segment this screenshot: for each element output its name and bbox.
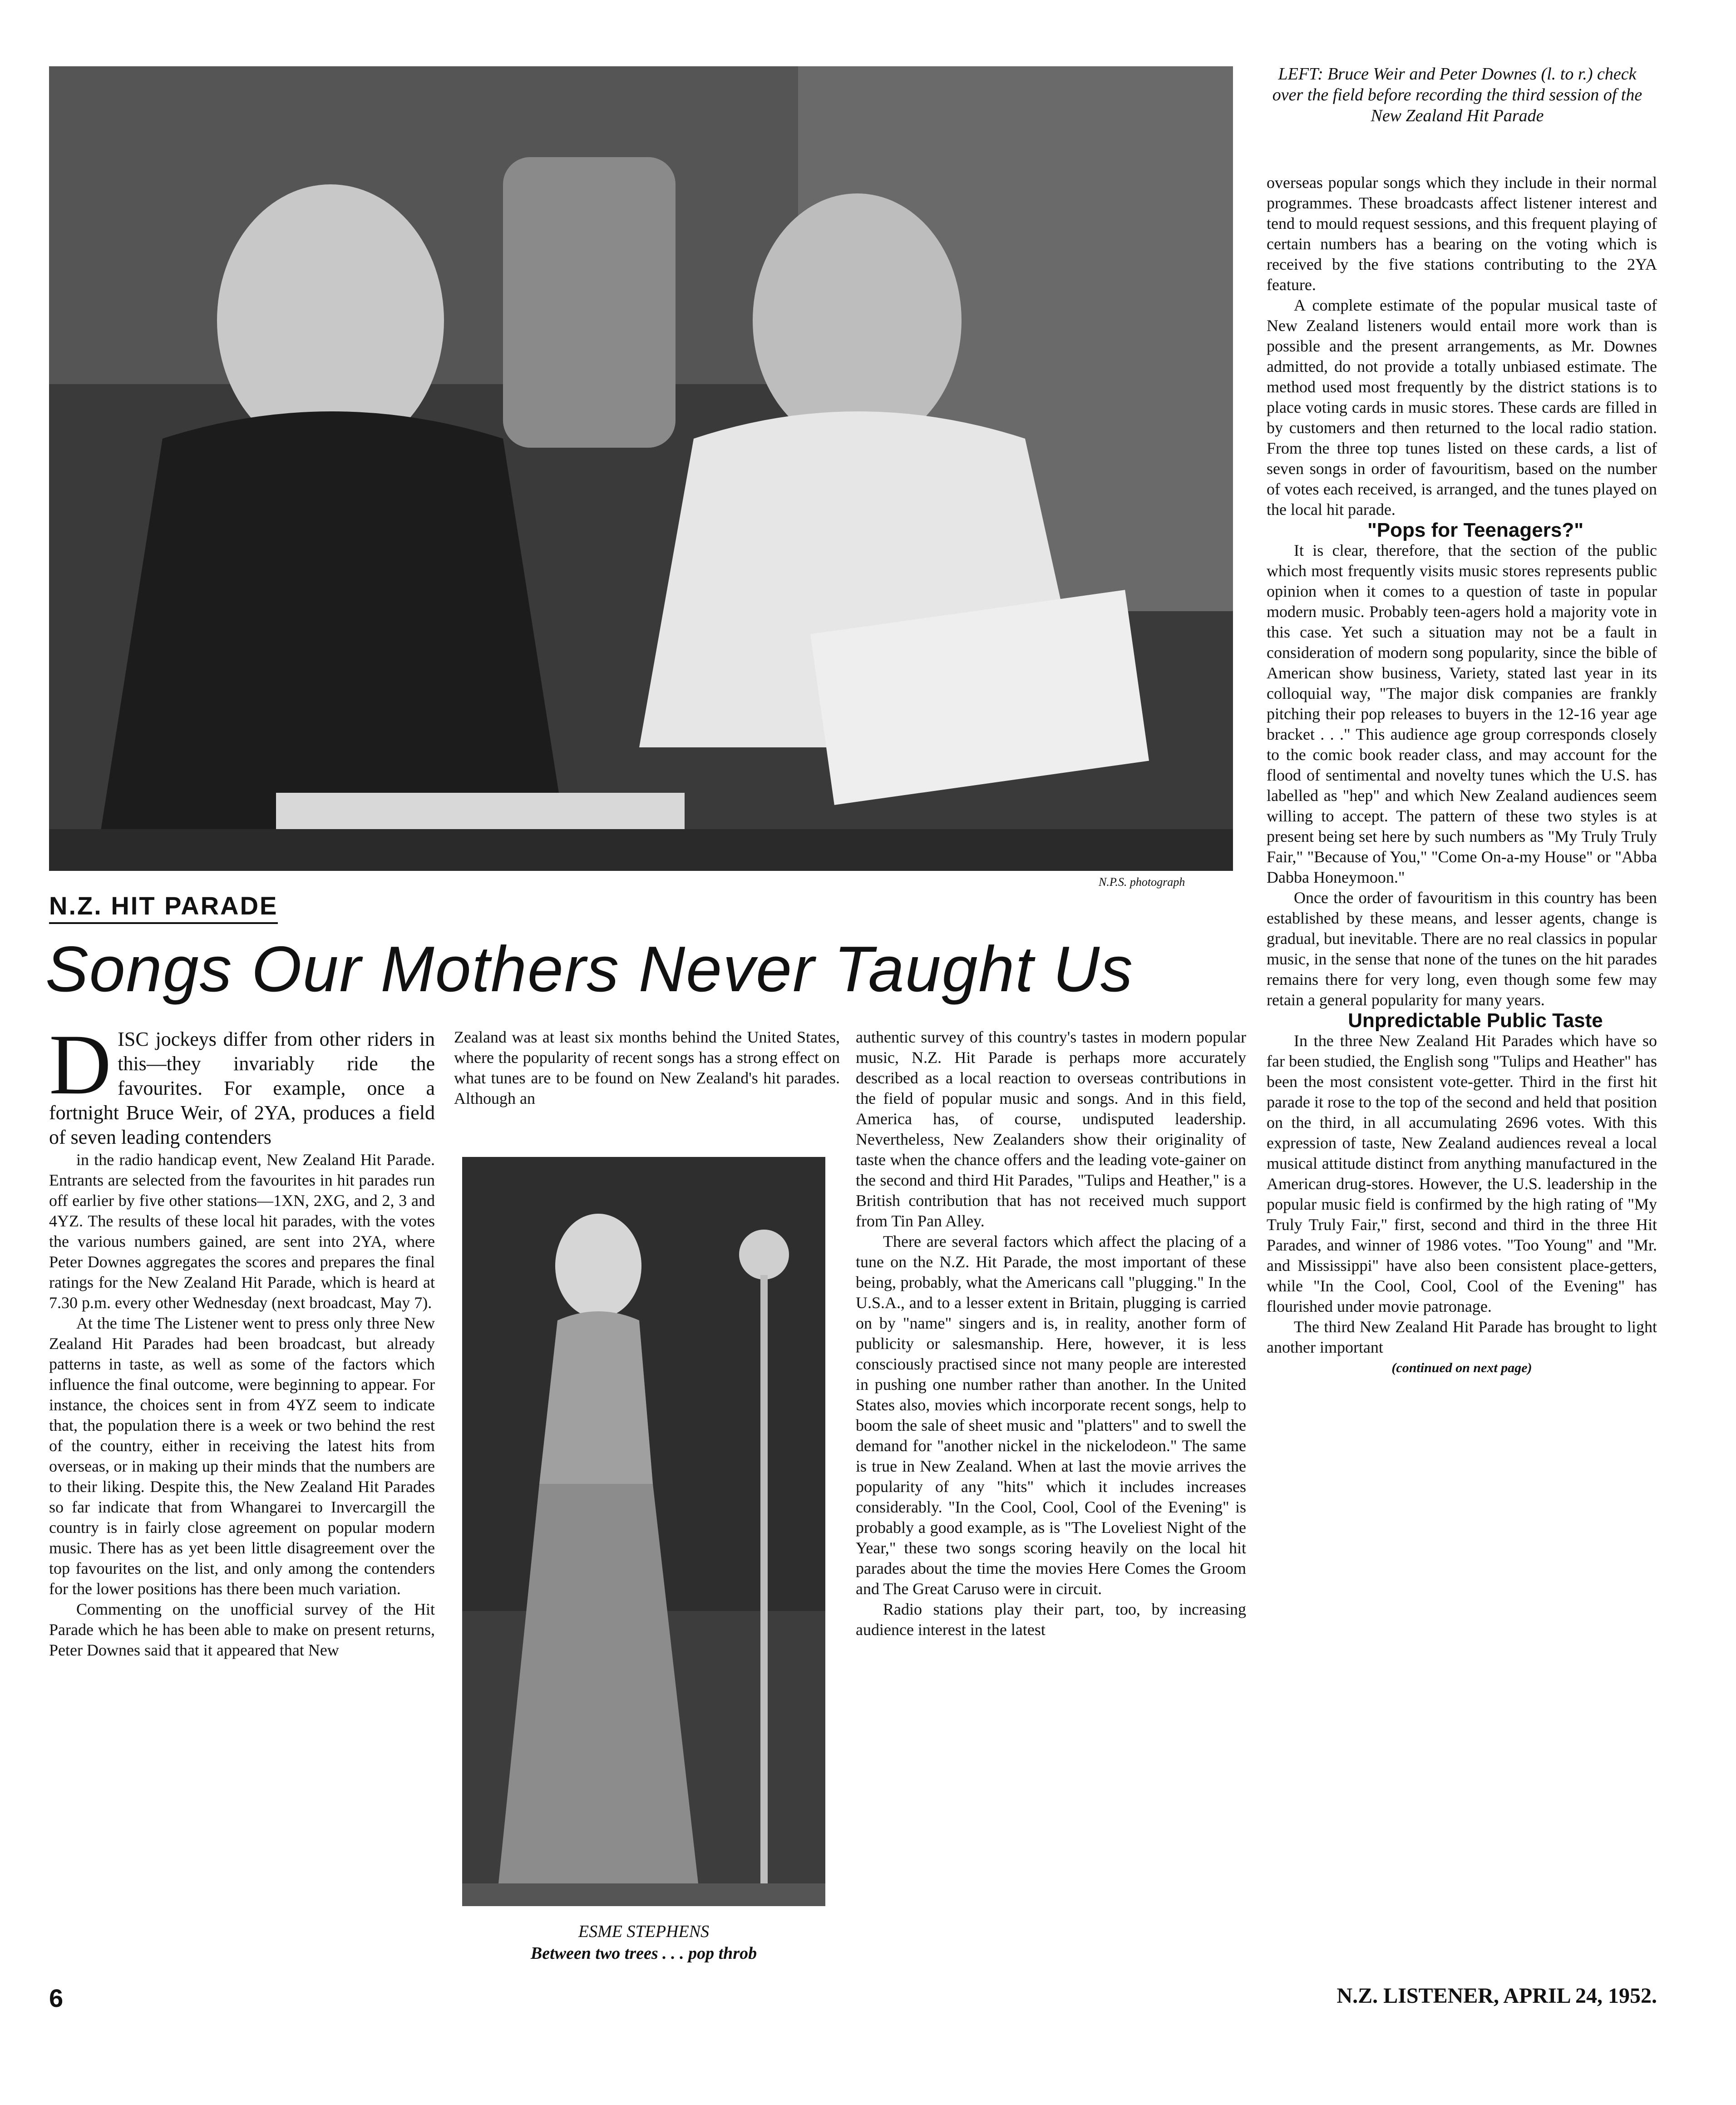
column-4 (1267, 173, 1657, 1971)
col4-paragraph-6: The third New Zealand Hit Parade has brought to light another important (1267, 1318, 1657, 1356)
col4-paragraph-4: Once the order of favouritism in this country has been established by these means, and lesser agents, change is gradual, but inevitable. There are no real classics in popular music, in the sense that none of the tunes on the hit parades remains there for very long, even though some few may retain a general popularity for many years. (1267, 889, 1657, 1009)
photo-credit: N.P.S. photograph (1099, 875, 1185, 889)
esme-stephens-photo (462, 1157, 825, 1906)
col1-paragraph-3: Commenting on the unofficial survey of the Hit Parade which he has been able to make on present returns, Peter Downes said that it appeared that New (49, 1600, 435, 1659)
subhead-unpredictable-public-taste: Unpredictable Public Taste (1348, 1009, 1603, 1032)
col1-paragraph-2: At the time The Listener went to press only three New Zealand Hit Parades had been broadcast, but already patterns in taste, as well as some of the factors which influence the final outcome, were beginning to appear. For instance, the choices sent in from 4YZ seem to indicate that, the population there is a week or two behind the rest of the country, either in receiving the latest hits from overseas, or in making up their minds that the numbers are to their liking. Despite this, the New Zealand Hit Parades so far indicate that from Whangarei to Invercargill the country is in fairly close agreement on popular modern music. There has as yet been little disagreement over the top favourites on the list, and only among the contenders for the lower positions has there been much variation. (49, 1314, 435, 1598)
col4-paragraph-5: In the three New Zealand Hit Parades which have so far been studied, the English song "Tulips and Heather" has been the most consistent vote-getter. Third in the first hit parade it rose to the top of the second and held that position on the third, in all accumulating 2696 votes. With this expression of taste, New Zealand audiences reveal a local musical attitude distinct from anything manufactured in the American drug-stores. However, the U.S. leadership in the popular music field is confirmed by the high rating of "My Truly Truly Fair," first, second and third in the three Hit Parades, and winner of 1986 votes. "Too Young" and "Mr. and Mississippi" have also been consistent place-getters, while "In the Cool, Cool, Cool of the Evening" has flourished under movie patronage. (1267, 1032, 1657, 1315)
col4-paragraph-1: overseas popular songs which they include in their normal programmes. These broadcasts affect listener interest and tend to mould request sessions, and this frequent playing of certain numbers has a bearing on the voting which is received by the five stations contributing to the 2YA feature. (1267, 173, 1657, 294)
column-3 (856, 1027, 1246, 1972)
headline: Songs Our Mothers Never Taught Us (45, 933, 1134, 1005)
column-1 (49, 1017, 435, 1985)
top-photo (49, 66, 1233, 871)
col3-paragraph-1: authentic survey of this country's tastes in modern popular music, N.Z. Hit Parade is perhaps more accurately described as a local reaction to overseas contributions in the field of popular music and songs. And in this field, America has, of course, undisputed leadership. Nevertheless, New Zealanders show their originality of taste when the chance offers and the leading vote-gainer on the second and third Hit Parades, "Tulips and Heather," is a British contribution that has not received much support from Tin Pan Alley. (856, 1028, 1246, 1230)
col2-paragraph-1: Zealand was at least six months behind the United States, where the popularity of recent songs has a strong effect on what tunes are to be found on New Zealand's hit parades. Although an (454, 1028, 840, 1107)
photo-illustration (49, 66, 1233, 871)
drop-cap: D (49, 1017, 112, 1112)
col3-paragraph-2: There are several factors which affect the placing of a tune on the N.Z. Hit Parade, the most important of these being, probably, what the Americans call "plugging." In the U.S.A., and to a lesser extent in Britain, plugging is carried on by "name" singers and is, in reality, another form of publicity or salesmanship. Here, however, it is less consciously practised since not many people are interested in pushing one number rather than another. In the United States also, movies which incorporate recent songs, help to boom the sale of sheet music and "platters" and to swell the demand for "another nickel in the nickelodeon." The same is true in New Zealand. When at last the movie arrives the popularity of any "hits" which it includes increases considerably. "In the Cool, Cool, Cool of the Evening" is probably a good example, as is "The Loveliest Night of the Year," these two songs scoring heavily on the local hit parades about the time the movies Here Comes the Groom and The Great Caruso were in circuit. (856, 1232, 1246, 1598)
column-2 (454, 1027, 840, 1109)
lead-paragraph (49, 1017, 435, 1150)
col4-paragraph-2: A complete estimate of the popular musical taste of New Zealand listeners would entail more work than is possible and the present arrangements, as Mr. Downes admitted, do not provide a totally unbiased estimate. The method used most frequently by the district stations is to place voting cards in music stores. These cards are filled in by customers and then returned to the local radio station. From the three top tunes listed on these cards, a list of seven songs in order of favouritism, based on the number of votes each received, is arranged, and the tunes played on the local hit parade. (1267, 296, 1657, 519)
lead-text: ISC jockeys differ from other riders in this—they invariably ride the favourites. For example, once a fortnight Bruce Weir, of 2YA, produces a field of seven leading contenders (49, 1028, 435, 1148)
esme-caption-line: Between two trees . . . pop throb (530, 1944, 757, 1963)
col1-paragraph-1: in the radio handicap event, New Zealand Hit Parade. Entrants are selected from the favourites in hit parades run off earlier by five other stations—1XN, 2XG, and 2, 3 and 4YZ. The results of these local hit parades, with the votes the various numbers gained, are sent into 2YA, where Peter Downes aggregates the scores and prepares the final ratings for the New Zealand Hit Parade, which is heard at 7.30 p.m. every other Wednesday (next broadcast, May 7). (49, 1151, 435, 1312)
portrait-illustration (462, 1157, 825, 1906)
publication-line: N.Z. LISTENER, APRIL 24, 1952. (1337, 1984, 1657, 2008)
esme-caption-name: ESME STEPHENS (578, 1922, 710, 1941)
continued-note: (continued on next page) (1391, 1360, 1532, 1375)
top-photo-caption: LEFT: Bruce Weir and Peter Downes (l. to r.) check over the field before recording the third session of the New Zealand Hit Parade (1272, 64, 1642, 125)
page-number: 6 (49, 1984, 64, 2012)
section-kicker: N.Z. HIT PARADE (49, 891, 278, 924)
subhead-pops-for-teenagers: "Pops for Teenagers?" (1367, 519, 1584, 541)
col4-paragraph-3: It is clear, therefore, that the section of the public which most frequently visits music stores represents public opinion when it comes to a question of taste in popular modern music. Probably teen-agers hold a majority vote in this case. Yet such a situation may not be a fault in consideration of modern song popularity, since the bible of American show business, Variety, stated last year in its colloquial way, "The major disk companies are frankly pitching their pop releases to buyers in the 12-16 year age bracket . . ." This audience age group corresponds closely to the comic book reader class, and may account for the flood of sentimental and novelty tunes which the U.S. has labelled as "hep" and which New Zealand audiences seem willing to accept. The pattern of these two styles is at present being set here by such numbers as "My Truly Truly Fair," "Because of You," "Come On-a-my House" or "Abba Dabba Honeymoon." (1267, 541, 1657, 886)
col3-paragraph-3: Radio stations play their part, too, by increasing audience interest in the latest (856, 1600, 1246, 1639)
